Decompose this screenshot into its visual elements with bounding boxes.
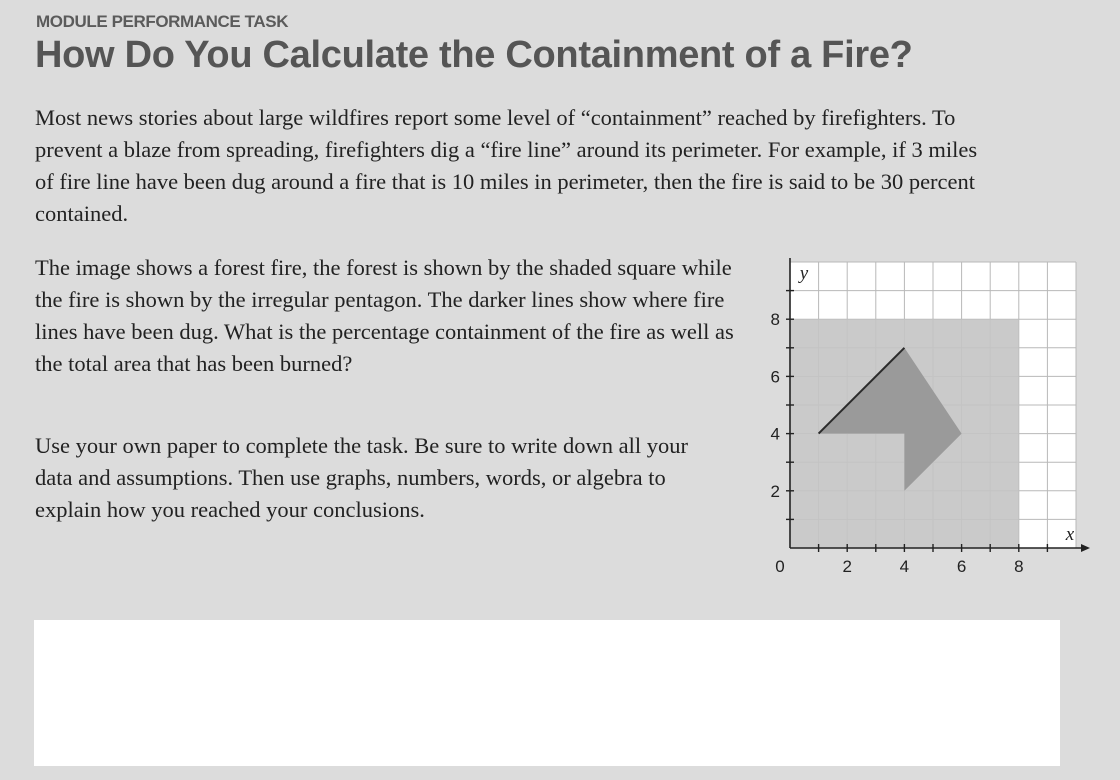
x-tick-labels: [842, 557, 1023, 576]
coordinate-graph: [760, 258, 1090, 580]
y-tick-label: 2: [770, 481, 780, 501]
x-tick-label: 2: [842, 557, 852, 576]
y-axis-label: y: [799, 263, 809, 284]
x-tick-label: 6: [956, 557, 967, 576]
x-tick-label: 8: [1014, 557, 1024, 576]
y-tick-label: 6: [770, 367, 780, 387]
y-tick-label: 8: [770, 310, 780, 330]
y-tick-label: 4: [770, 424, 780, 444]
page-title: How Do You Calculate the Containment of a Fire?: [35, 34, 913, 76]
x-axis-arrow: [1081, 544, 1090, 552]
intro-paragraph: Most news stories about large wildfires report some level of “containment” reached by firefighters. To prevent a blaze from spreading, firefighters dig a “fire line” around its perimeter. For example, if 3 miles of fire line have been dug around a fire that is 10 miles in perimeter, then the fire is said to be 30 percent contained.: [35, 105, 978, 226]
origin-label: 0: [775, 557, 785, 576]
instructions-paragraph: Use your own paper to complete the task. Be sure to write down all your data and assumptions. Then use graphs, numbers, words, or algebra to explain how you reached your conclusions.: [35, 433, 688, 522]
y-tick-labels: [771, 310, 780, 501]
module-label: MODULE PERFORMANCE TASK: [36, 12, 289, 31]
task-paragraph: The image shows a forest fire, the forest is shown by the shaded square while the fire is shown by the irregular pentagon. The darker lines show where fire lines have been dug. What is the percentage containment of the fire as well as the total area that has been burned?: [35, 255, 734, 376]
x-axis-label: x: [1065, 524, 1075, 545]
answer-box[interactable]: [34, 620, 1060, 766]
x-tick-label: 4: [899, 557, 910, 576]
